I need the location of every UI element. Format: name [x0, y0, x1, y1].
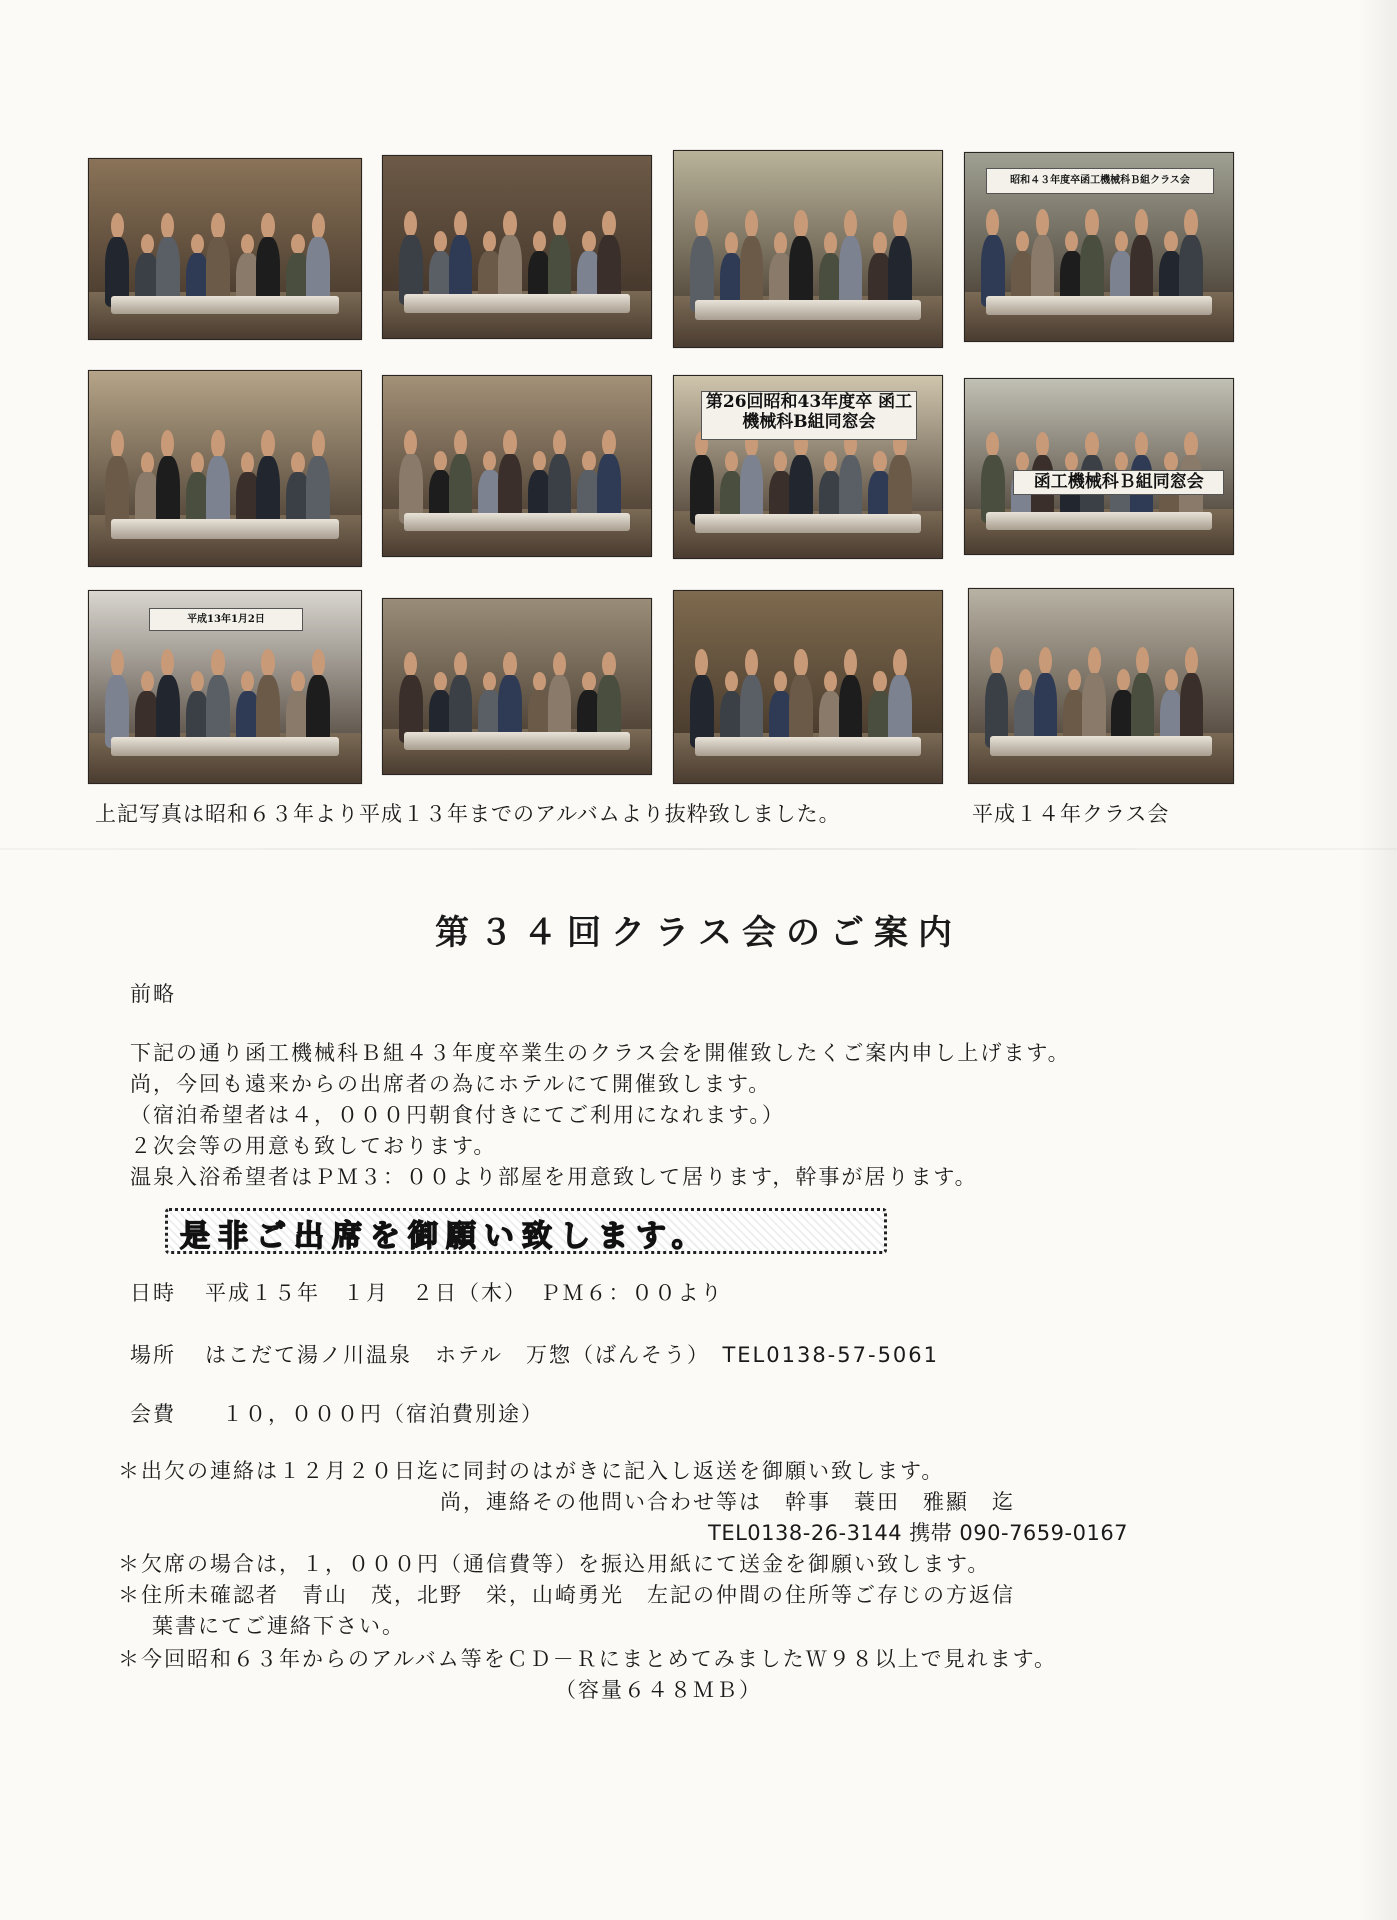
group-photo-7: [673, 375, 943, 559]
note-cdr-album: ＊今回昭和６３年からのアルバム等をＣＤ－ＲにまとめてみましたＷ９８以上で見れます。: [118, 1647, 1058, 1671]
fee-label: 会費: [130, 1402, 176, 1426]
group-photo-1: [88, 158, 362, 340]
group-photo-8: [964, 378, 1234, 555]
group-photo-11: [673, 590, 943, 784]
group-photo-2: [382, 155, 652, 339]
note-cdr-capacity: （容量６４８ＭＢ）: [555, 1678, 762, 1702]
date-label: 日時: [130, 1281, 176, 1305]
group-photo-4: [964, 152, 1234, 342]
note-unknown-address: ＊住所未確認者 青山 茂，北野 栄，山崎勇光 左記の仲間の住所等ご存じの方返信: [118, 1583, 1015, 1607]
group-photo-3: [673, 150, 943, 348]
page-title: 第３４回クラス会のご案内: [435, 913, 962, 953]
note-contact: 尚，連絡その他問い合わせ等は 幹事 蓑田 雅顯 迄: [440, 1490, 1015, 1514]
photo-caption-right: 平成１４年クラス会: [972, 802, 1170, 826]
place-label: 場所: [130, 1343, 176, 1367]
photo-banner-9: 平成13年1月2日: [149, 608, 303, 631]
greeting: 前略: [130, 982, 176, 1006]
note-unknown-address-cont: 葉書にてご連絡下さい。: [152, 1614, 405, 1638]
place-value: はこだて湯ノ川温泉 ホテル 万惣（ばんそう） TEL0138-57-5061: [205, 1343, 940, 1367]
group-photo-12: [968, 588, 1234, 784]
group-photo-6: [382, 375, 652, 557]
date-value: 平成１５年 １月 ２日（木） ＰＭ６：００より: [205, 1281, 724, 1305]
paper-fold-line: [0, 848, 1397, 850]
photo-banner-4: 昭和４３年度卒函工機械科Ｂ組クラス会: [986, 168, 1213, 194]
group-photo-5: [88, 370, 362, 567]
group-photo-9: [88, 590, 362, 784]
note-absence-fee: ＊欠席の場合は，１，０００円（通信費等）を振込用紙にて送金を御願い致します。: [118, 1552, 991, 1576]
photo-caption: 上記写真は昭和６３年より平成１３年までのアルバムより抜粋致しました。: [95, 802, 841, 826]
body-line-3: （宿泊希望者は４，０００円朝食付きにてご利用になれます。）: [130, 1103, 785, 1127]
photo-banner-7: 第26回昭和43年度卒 函工機械科B組同窓会: [701, 391, 917, 440]
note-reply-deadline: ＊出欠の連絡は１２月２０日迄に同封のはがきに記入し返送を御願い致します。: [118, 1459, 945, 1483]
body-line-1: 下記の通り函工機械科Ｂ組４３年度卒業生のクラス会を開催致したくご案内申し上げます。: [130, 1041, 1071, 1065]
group-photo-10: [382, 598, 652, 775]
fee-value: １０，０００円（宿泊費別途）: [222, 1402, 544, 1426]
body-line-5: 温泉入浴希望者はＰＭ３：００より部屋を用意致して居ります，幹事が居ります。: [130, 1165, 978, 1189]
emphasis-text: 是非ご出席を御願い致します。: [180, 1219, 710, 1254]
body-line-2: 尚，今回も遠来からの出席者の為にホテルにて開催致します。: [130, 1072, 772, 1096]
body-line-4: ２次会等の用意も致しております。: [130, 1134, 497, 1158]
paper-edge-shadow: [1357, 0, 1397, 1920]
photo-banner-8: 函工機械科Ｂ組同窓会: [1013, 470, 1224, 495]
note-phone: TEL0138-26-3144 携帯 090-7659-0167: [708, 1521, 1129, 1545]
